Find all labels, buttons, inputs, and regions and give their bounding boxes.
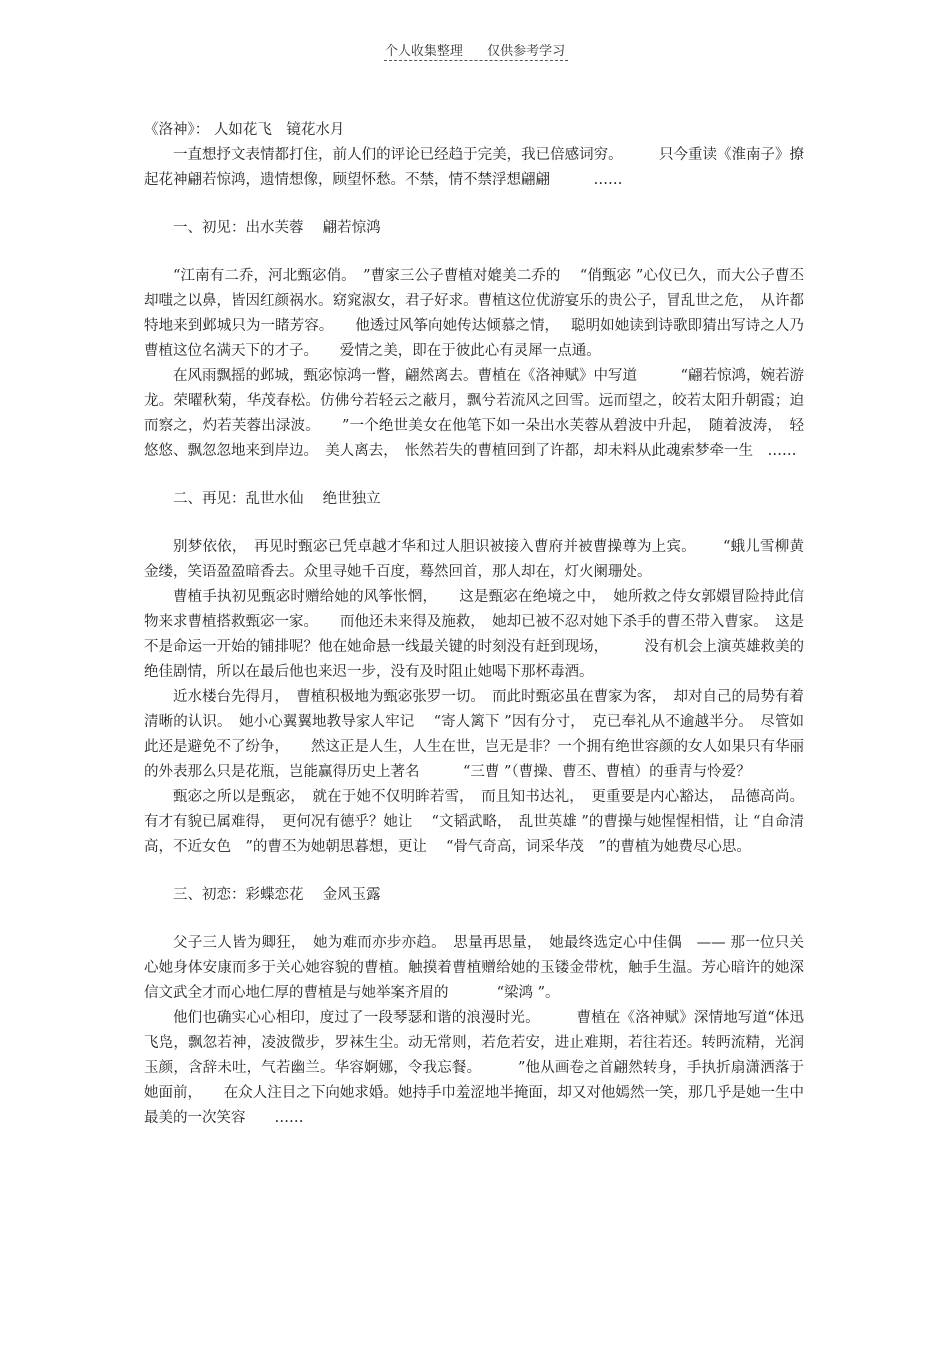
paragraph: 近水楼台先得月， 曹植积极地为甄宓张罗一切。 而此时甄宓虽在曹家为客， 却对自己的局势有着清晰的认识。 她小心翼翼地教导家人牢记 “寄人篱下 ”因有分寸， 克已奉礼从不逾越半分。 尽管如此还是避免不了纷争， 然这正是人生，人生在世，岂无是非？一个拥有绝世容颜的女人如果只有华丽的外表那么只是花瓶，岂能赢得历史上著名 “三曹 ”（曹操、曹丕、曹植）的垂青与怜爱？ bbox=[144, 689, 804, 780]
paragraph: 别梦依依， 再见时甄宓已凭卓越才华和过人胆识被接入曹府并被曹操尊为上宾。 “蛾儿雪柳黄金缕，笑语盈盈暗香去。众里寻她千百度，蓦然回首，那人却在，灯火阑珊处。 bbox=[144, 539, 804, 580]
page-header bbox=[0, 40, 950, 59]
header-right-text: 仅供参考学习 bbox=[487, 44, 566, 59]
header-left-text: 个人收集整理 bbox=[384, 44, 463, 59]
paragraph: “江南有二乔，河北甄宓俏。 ”曹家三公子曹植对媲美二乔的 “俏甄宓 ”心仪已久，而大公子曹丕却嗤之以鼻，皆因红颜祸水。窈窕淑女，君子好求。曹植这位优游宴乐的贵公子，冒乱世之危， 从许都特地来到邺城只为一睹芳容。 他透过风筝向她传达倾慕之情， 聪明如她读到诗歌即猜出写诗之人乃曹植这位名满天下的才子。 爱情之美，即在于彼此心有灵犀一点通。 bbox=[144, 268, 804, 359]
paragraph: 甄宓之所以是甄宓， 就在于她不仅明眸若雪， 而且知书达礼， 更重要是内心豁达， 品德高尚。有才有貌已属难得， 更何况有德乎？她让 “文韬武略， 乱世英雄 ”的曹操与她惺惺相惜，让 “自命清高，不近女色 ”的曹丕为她朝思暮想，更让 “骨气奇高，词采华茂 ”的曹植为她费尽心思。 bbox=[144, 789, 804, 855]
paragraph: 曹植手执初见甄宓时赠给她的风筝怅惘， 这是甄宓在绝境之中， 她所救之侍女郭嬛冒险持此信物来求曹植搭救甄宓一家。 而他还未来得及施救， 她却已被不忍对她下杀手的曹丕带入曹家。 这是不是命运一开始的铺排呢？他在她命悬一线最关键的时刻没有赶到现场， 没有机会上演英雄救美的绝佳剧情，所以在最后他也来迟一步，没有及时阻止她喝下那杯毒酒。 bbox=[144, 589, 804, 680]
article-title: 《洛神》： 人如花飞 镜花水月 bbox=[144, 122, 345, 138]
header-divider bbox=[384, 60, 568, 61]
section-heading: 二、再见：乱世水仙 绝世独立 bbox=[173, 491, 381, 507]
intro-paragraph: 一直想抒文表情都打住，前人们的评论已经趋于完美，我已倍感词穷。 只今重读《淮南子》撩起花神翩若惊鸿，遗情想像，顾望怀愁。不禁，情不禁浮想翩翩 …… bbox=[144, 147, 804, 188]
article-body bbox=[144, 118, 804, 1131]
section-heading: 一、初见：出水芙蓉 翩若惊鸿 bbox=[173, 220, 381, 236]
section-heading: 三、初恋：彩蝶恋花 金风玉露 bbox=[173, 887, 381, 903]
paragraph: 父子三人皆为卿狂， 她为难而亦步亦趋。 思量再思量， 她最终选定心中佳偶 —— 那一位只关心她身体安康而多于关心她容貌的曹植。触摸着曹植赠给她的玉镂金带枕，触手生温。芳心暗许的她深信文武全才而心地仁厚的曹植是与她举案齐眉的 “梁鸿 ”。 bbox=[144, 935, 804, 1001]
paragraph: 他们也确实心心相印，度过了一段琴瑟和谐的浪漫时光。 曹植在《洛神赋》深情地写道“体迅飞凫，飘忽若神，凌波微步，罗袜生尘。动无常则，若危若安，进止难期，若往若还。转眄流精，光润玉颜，含辞未吐，气若幽兰。华容婀娜，令我忘餐。 ”他从画卷之首翩然转身，手执折扇潇洒落于她面前， 在众人注目之下向她求婚。她持手巾羞涩地半掩面，却又对他嫣然一笑，那几乎是她一生中最美的一次笑容 …… bbox=[144, 1010, 804, 1126]
paragraph: 在风雨飘摇的邺城，甄宓惊鸿一瞥，翩然离去。曹植在《洛神赋》中写道 “翩若惊鸿，婉若游龙。荣曜秋菊，华茂春松。仿佛兮若轻云之蔽月，飘兮若流风之回雪。远而望之，皎若太阳升朝霞；迫而察之，灼若芙蓉出渌波。 ”一个绝世美女在他笔下如一朵出水芙蓉从碧波中升起， 随着波涛， 轻悠悠、飘忽忽地来到岸边。 美人离去， 怅然若失的曹植回到了许都，却未料从此魂索梦牵一生 …… bbox=[144, 368, 804, 459]
